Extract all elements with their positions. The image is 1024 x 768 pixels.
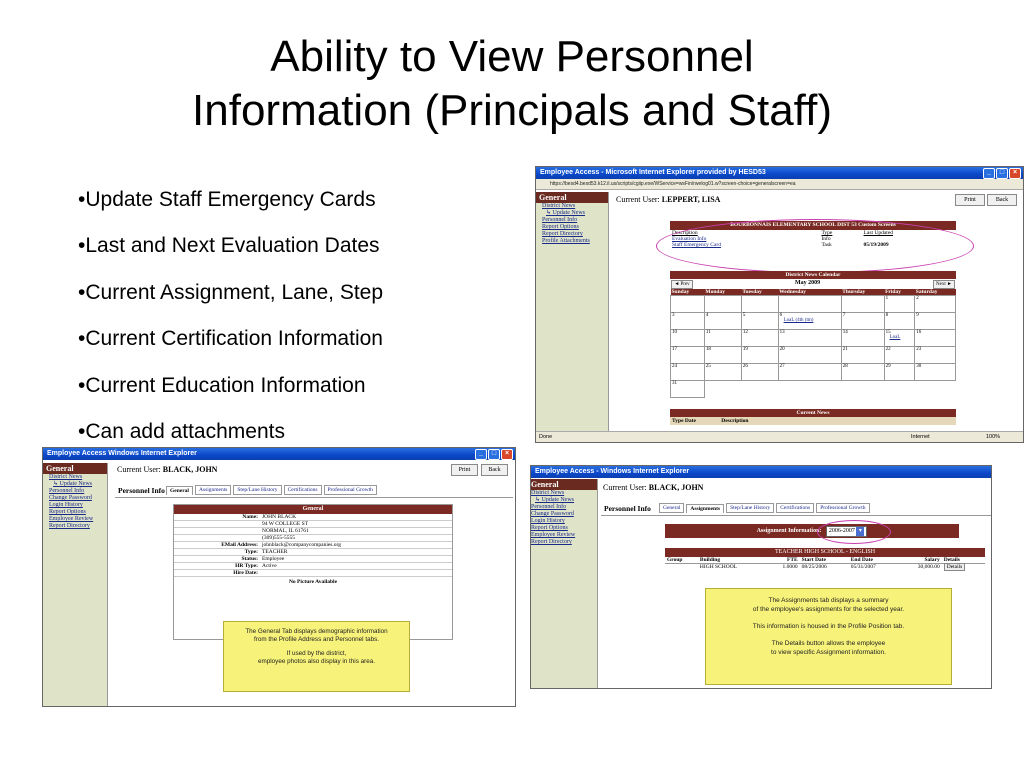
day-cell: 31	[671, 381, 705, 398]
field-label: Type:	[244, 549, 258, 555]
field-label	[174, 535, 260, 542]
column-header: Last Updated	[863, 230, 894, 236]
field-value: Active	[262, 563, 277, 569]
bullet-item: •Can add attachments	[78, 419, 285, 443]
calendar-event-link[interactable]: LoaL (4th (tm)	[783, 318, 814, 323]
field-value	[260, 570, 452, 577]
day-cell: 2	[915, 296, 956, 313]
day-cell: 24	[671, 364, 705, 381]
callout-line: of the employee's assignments for the selected year.	[752, 606, 905, 613]
day-header: Monday	[704, 289, 741, 296]
callout-line: employee photos also display in this area.	[258, 658, 375, 665]
day-header: Tuesday	[741, 289, 778, 296]
callout-line: The Assignments tab displays a summary	[768, 597, 889, 604]
day-header: Thursday	[841, 289, 884, 296]
maximize-button[interactable]: □	[996, 168, 1008, 179]
day-cell	[841, 296, 884, 313]
current-user	[603, 483, 703, 492]
maximize-button[interactable]: □	[488, 449, 500, 460]
day-cell	[778, 296, 841, 313]
callout-line: The Details button allows the employee	[771, 640, 886, 647]
window-titlebar	[531, 466, 991, 478]
status-bar	[536, 431, 1023, 442]
custom-screens-title: BOURBONNAIS ELEMENTARY SCHOOL DIST 53 Custom Screens	[670, 221, 956, 230]
day-cell: 19	[741, 347, 778, 364]
field-value: TEACHER	[262, 549, 288, 555]
zoom-level[interactable]: 100%	[986, 434, 1001, 440]
print-button[interactable]: Print	[955, 194, 985, 206]
column-header: FTE	[786, 557, 798, 563]
personnel-info-label: Personnel Info	[118, 486, 165, 495]
assignments-table	[665, 557, 985, 570]
callout-line: If used by the district,	[286, 650, 347, 657]
day-cell: 11	[704, 330, 741, 347]
field-value: NORMAL, IL 61761	[262, 528, 309, 534]
current-user-name: BLACK, JOHN	[162, 465, 218, 474]
window-title: Employee Access - Microsoft Internet Explorer provided by HESD53	[540, 169, 766, 176]
column-header: Building	[699, 557, 721, 563]
general-tab-callout	[223, 621, 410, 692]
screenshot-general-tab-window	[42, 447, 516, 707]
tab-bar	[166, 485, 377, 495]
day-cell: 25	[704, 364, 741, 381]
back-button[interactable]: Back	[481, 464, 508, 476]
current-user-name: BLACK, JOHN	[648, 483, 704, 492]
general-fields-table	[174, 514, 452, 577]
table-cell	[665, 564, 698, 571]
current-user	[117, 465, 217, 474]
highlight-ellipse	[656, 219, 974, 273]
tab-professional-growth[interactable]: Professional Growth	[816, 503, 869, 513]
highlight-ellipse	[817, 520, 891, 544]
sidebar-item-update-news[interactable]: ↳ Update News	[535, 497, 575, 503]
day-cell: 18	[704, 347, 741, 364]
day-header: Friday	[884, 289, 915, 296]
sidebar-item-change-password[interactable]: Change Password	[531, 511, 574, 517]
tab-assignments[interactable]: Assignments	[195, 485, 231, 495]
field-label: Name:	[242, 514, 258, 520]
tab-step-lane-history[interactable]: Step/Lane History	[233, 485, 281, 495]
current-user-label: Current User:	[616, 195, 660, 204]
table-cell: Info	[821, 236, 831, 242]
calendar-month: May 2009	[795, 280, 821, 286]
window-titlebar	[43, 448, 515, 460]
current-user	[616, 195, 720, 204]
table-cell: 30,000.00	[917, 564, 940, 570]
sidebar-item-report-directory[interactable]: Report Directory	[542, 231, 583, 237]
day-cell: 8	[884, 313, 915, 330]
tab-certifications[interactable]: Certifications	[284, 485, 322, 495]
school-header: TEACHER HIGH SCHOOL - ENGLISH	[665, 548, 985, 557]
day-cell: 30	[915, 364, 956, 381]
sidebar-heading: General	[536, 192, 608, 203]
screenshot-assignments-tab-window	[530, 465, 992, 689]
table-cell: 05/19/2009	[863, 242, 889, 248]
bullet-item: •Current Education Information	[78, 373, 366, 397]
table-cell: 08/25/2006	[801, 564, 827, 570]
day-cell: 21	[841, 347, 884, 364]
column-header: Description	[672, 230, 698, 236]
day-cell: 12	[741, 330, 778, 347]
window-titlebar	[536, 167, 1023, 179]
print-button[interactable]: Print	[451, 464, 478, 476]
callout-line: to view specific Assignment information.	[771, 649, 886, 656]
callout-line: The General Tab displays demographic information	[245, 628, 388, 635]
back-button[interactable]: Back	[987, 194, 1017, 206]
sidebar-item-report-directory[interactable]: Report Directory	[531, 539, 572, 545]
day-cell: 9	[915, 313, 956, 330]
callout-line: from the Profile Address and Personnel tabs.	[254, 636, 379, 643]
day-cell: 29	[884, 364, 915, 381]
column-header: Description	[721, 418, 749, 424]
status-text: Done	[539, 434, 553, 440]
day-cell: 13	[778, 330, 841, 347]
column-header: Type Date	[672, 418, 696, 424]
sidebar-item-login-history[interactable]: Login History	[49, 502, 83, 508]
column-header: Details	[943, 557, 960, 563]
chevron-down-icon: ▾	[856, 527, 864, 536]
prev-month-button[interactable]: ◄ Prev	[671, 280, 693, 289]
sidebar-item-report-directory[interactable]: Report Directory	[49, 523, 90, 529]
column-header: End Date	[850, 557, 873, 563]
no-picture-text: No Picture Available	[288, 579, 338, 585]
sidebar-heading: General	[43, 463, 107, 474]
sidebar-item-district-news[interactable]: District News	[542, 203, 576, 209]
table-cell: 1.0000	[782, 564, 798, 570]
tab-underline	[601, 515, 991, 516]
field-label	[174, 521, 260, 528]
field-label: HR Type:	[235, 563, 258, 569]
assignment-info-label: Assignment Information:	[756, 528, 822, 534]
sidebar-item-update-news[interactable]: ↳ Update News	[53, 481, 93, 487]
table-row	[665, 564, 985, 571]
calendar-event-link[interactable]: LoaL	[889, 335, 901, 340]
bullet-item: •Current Certification Information	[78, 327, 383, 351]
field-value: JOHN BLACK	[262, 514, 297, 520]
bullet-item: •Last and Next Evaluation Dates	[78, 234, 380, 258]
day-cell: 7	[841, 313, 884, 330]
slide-title-line1: Ability to View Personnel	[270, 32, 754, 81]
sidebar-item-change-password[interactable]: Change Password	[49, 495, 92, 501]
current-user-name: LEPPERT, LISA	[661, 195, 721, 204]
sidebar-item-employee-review[interactable]: Employee Review	[531, 532, 576, 538]
day-cell: 3	[671, 313, 705, 330]
field-value: johnblack@companycompanies.org	[262, 542, 342, 548]
address-bar[interactable]: https://besd4.besd53.k12.il.us/scripts/cgiip.exe/WService=wsFin/rwelog01.w?screen-choice=generalscreen=ea	[536, 179, 1023, 190]
sidebar-item-personnel-info[interactable]: Personnel Info	[542, 217, 578, 223]
day-cell: 20	[778, 347, 841, 364]
day-cell-with-event	[884, 330, 915, 347]
column-header: Start Date	[801, 557, 826, 563]
table-cell: 05/31/2007	[850, 564, 876, 570]
next-month-button[interactable]: Next ►	[933, 280, 955, 289]
slide-title-line2: Information (Principals and Staff)	[192, 86, 832, 135]
field-label	[174, 528, 260, 535]
field-label: Hire Date:	[233, 570, 258, 576]
tab-underline	[115, 497, 513, 498]
field-label: Status:	[241, 556, 258, 562]
general-panel-header: General	[174, 505, 452, 514]
day-cell	[704, 296, 741, 313]
day-cell: 4	[704, 313, 741, 330]
sidebar-item-report-options[interactable]: Report Options	[531, 525, 568, 531]
bullet-list	[78, 186, 478, 464]
day-cell	[741, 296, 778, 313]
minimize-button[interactable]: _	[475, 449, 487, 460]
column-header: Group	[667, 557, 683, 563]
day-cell: 28	[841, 364, 884, 381]
tab-step-lane-history[interactable]: Step/Lane History	[726, 503, 774, 513]
district-news-calendar	[670, 271, 956, 398]
day-cell-with-event	[778, 313, 841, 330]
field-value: (309)555-5555	[262, 535, 295, 541]
day-cell: 26	[741, 364, 778, 381]
field-value: Employee	[262, 556, 285, 562]
window-title: Employee Access - Windows Internet Explorer	[535, 468, 690, 475]
day-cell: 16	[915, 330, 956, 347]
sidebar-item-personnel-info[interactable]: Personnel Info	[531, 504, 567, 510]
day-cell	[671, 296, 705, 313]
day-cell: 27	[778, 364, 841, 381]
tab-certifications[interactable]: Certifications	[776, 503, 814, 513]
day-cell: 14	[841, 330, 884, 347]
window-title: Employee Access Windows Internet Explorer	[47, 450, 197, 457]
field-label: EMail Address:	[221, 542, 258, 548]
assignments-tab-callout	[705, 588, 952, 685]
day-cell: 22	[884, 347, 915, 364]
current-news-title: Current News	[670, 409, 956, 417]
close-button[interactable]: ×	[1009, 168, 1021, 179]
day-header: Saturday	[915, 289, 956, 296]
table-cell: HIGH SCHOOL	[699, 564, 738, 570]
field-value: 94 W COLLEGE ST	[262, 521, 309, 527]
sidebar-item-district-news[interactable]: District News	[531, 490, 565, 496]
details-button[interactable]: Details	[944, 563, 966, 571]
screenshot-calendar-window	[535, 166, 1024, 443]
sidebar-item-employee-review[interactable]: Employee Review	[49, 516, 94, 522]
personnel-info-label: Personnel Info	[604, 504, 651, 513]
callout-line: This information is housed in the Profile Position tab.	[752, 623, 905, 630]
sidebar	[531, 479, 598, 688]
sidebar-item-update-news[interactable]: ↳ Update News	[546, 210, 586, 216]
day-cell: 23	[915, 347, 956, 364]
minimize-button[interactable]: _	[983, 168, 995, 179]
assignments-panel	[665, 548, 985, 570]
sidebar-item-profile-attachments[interactable]: Profile Attachments	[542, 238, 590, 244]
column-header: Type	[821, 230, 833, 236]
current-user-label: Current User:	[117, 465, 161, 474]
close-button[interactable]: ×	[501, 449, 513, 460]
day-cell: 5	[741, 313, 778, 330]
staff-emergency-card-link[interactable]: Staff Emergency Card	[672, 242, 721, 248]
day-cell: 17	[671, 347, 705, 364]
evaluation-info-link[interactable]: Evaluation Info	[672, 236, 707, 242]
sidebar-item-login-history[interactable]: Login History	[531, 518, 565, 524]
selected-year: 2006-2007	[828, 528, 855, 534]
general-panel	[173, 504, 453, 640]
sidebar-item-report-options[interactable]: Report Options	[542, 224, 579, 230]
day-cell: 10	[671, 330, 705, 347]
tab-assignments[interactable]: Assignments	[686, 504, 724, 513]
day-number: 15	[885, 330, 891, 335]
table-cell: Task	[821, 242, 832, 248]
sidebar	[536, 192, 609, 432]
bullet-item: •Current Assignment, Lane, Step	[78, 280, 384, 304]
internet-zone: Internet	[911, 434, 930, 440]
tab-bar	[659, 503, 870, 513]
tab-general[interactable]: General	[659, 503, 684, 513]
day-header: Wednesday	[778, 289, 841, 296]
day-cell: 1	[884, 296, 915, 313]
assignment-info-bar	[665, 524, 959, 538]
bullet-item: •Update Staff Emergency Cards	[78, 188, 376, 211]
day-number: 6	[779, 313, 783, 318]
day-header: Sunday	[671, 289, 705, 296]
tab-professional-growth[interactable]: Professional Growth	[324, 485, 377, 495]
slide-title	[0, 30, 1024, 138]
sidebar-heading: General	[531, 479, 597, 490]
current-user-label: Current User:	[603, 483, 647, 492]
sidebar-item-personnel-info[interactable]: Personnel Info	[49, 488, 85, 494]
calendar-grid	[670, 289, 956, 398]
column-header: Salary	[924, 557, 940, 563]
calendar-title: District News Calendar	[670, 271, 956, 279]
tab-general[interactable]: General	[166, 486, 193, 495]
sidebar	[43, 463, 108, 706]
sidebar-item-report-options[interactable]: Report Options	[49, 509, 86, 515]
sidebar-item-district-news[interactable]: District News	[49, 474, 83, 480]
current-news-panel	[670, 409, 956, 425]
